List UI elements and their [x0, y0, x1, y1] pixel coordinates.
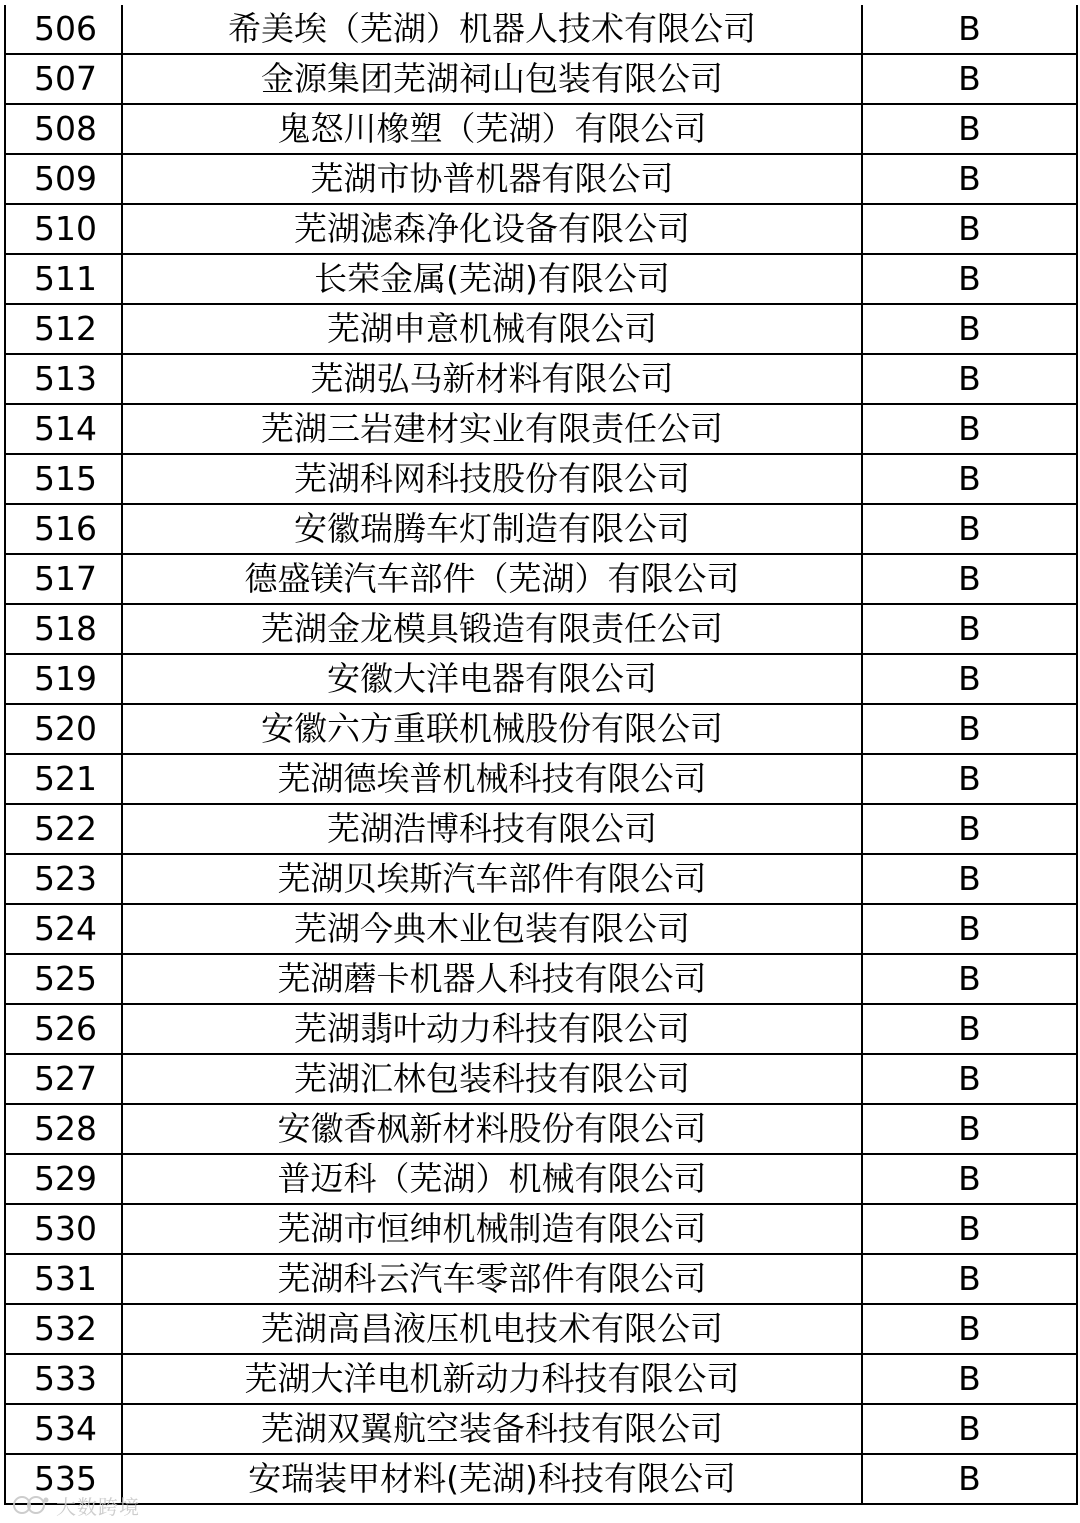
row-number-cell: 513 [5, 354, 122, 404]
row-number-cell: 518 [5, 604, 122, 654]
grade-cell: B [862, 1354, 1077, 1404]
row-number-cell: 517 [5, 554, 122, 604]
row-number-cell: 508 [5, 104, 122, 154]
grade-cell: B [862, 104, 1077, 154]
row-number-cell: 509 [5, 154, 122, 204]
row-number-cell: 510 [5, 204, 122, 254]
table-row [5, 1254, 1077, 1304]
table-row [5, 1404, 1077, 1454]
grade-cell: B [862, 754, 1077, 804]
row-number-cell: 532 [5, 1304, 122, 1354]
grade-cell: B [862, 454, 1077, 504]
row-number-cell: 530 [5, 1204, 122, 1254]
table-row [5, 1354, 1077, 1404]
company-name-cell: 芜湖今典木业包装有限公司 [122, 904, 862, 954]
table-row [5, 1454, 1077, 1504]
table-row [5, 1054, 1077, 1104]
company-name-cell: 芜湖弘马新材料有限公司 [122, 354, 862, 404]
company-name-cell: 希美埃（芜湖）机器人技术有限公司 [122, 5, 862, 54]
watermark [12, 1490, 140, 1520]
table-row [5, 1004, 1077, 1054]
company-name-cell: 芜湖大洋电机新动力科技有限公司 [122, 1354, 862, 1404]
table-row [5, 554, 1077, 604]
company-name-cell: 芜湖贝埃斯汽车部件有限公司 [122, 854, 862, 904]
company-name-cell: 安徽瑞腾车灯制造有限公司 [122, 504, 862, 554]
table-row [5, 5, 1077, 54]
row-number-cell: 520 [5, 704, 122, 754]
company-name-cell: 芜湖三岩建材实业有限责任公司 [122, 404, 862, 454]
grade-cell: B [862, 1004, 1077, 1054]
grade-cell: B [862, 1304, 1077, 1354]
company-name-cell: 安徽大洋电器有限公司 [122, 654, 862, 704]
table-row [5, 654, 1077, 704]
grade-cell: B [862, 5, 1077, 54]
table-row [5, 54, 1077, 104]
company-name-cell: 芜湖蘑卡机器人科技有限公司 [122, 954, 862, 1004]
table-row [5, 954, 1077, 1004]
table-row [5, 354, 1077, 404]
company-name-cell: 芜湖汇林包装科技有限公司 [122, 1054, 862, 1104]
grade-cell: B [862, 954, 1077, 1004]
row-number-cell: 525 [5, 954, 122, 1004]
table-row [5, 404, 1077, 454]
grade-cell: B [862, 554, 1077, 604]
company-name-cell: 芜湖浩博科技有限公司 [122, 804, 862, 854]
company-name-cell: 长荣金属(芜湖)有限公司 [122, 254, 862, 304]
grade-cell: B [862, 1254, 1077, 1304]
table-row [5, 704, 1077, 754]
watermark-text: 大数跨境 [56, 1494, 140, 1519]
row-number-cell: 528 [5, 1104, 122, 1154]
table-body [5, 5, 1077, 1504]
grade-cell: B [862, 1204, 1077, 1254]
table-row [5, 604, 1077, 654]
grade-cell: B [862, 1054, 1077, 1104]
table-row [5, 504, 1077, 554]
table-row [5, 154, 1077, 204]
grade-cell: B [862, 704, 1077, 754]
row-number-cell: 524 [5, 904, 122, 954]
grade-cell: B [862, 504, 1077, 554]
grade-cell: B [862, 154, 1077, 204]
company-name-cell: 芜湖金龙模具锻造有限责任公司 [122, 604, 862, 654]
table-row [5, 754, 1077, 804]
company-name-cell: 芜湖高昌液压机电技术有限公司 [122, 1304, 862, 1354]
row-number-cell: 535 [5, 1454, 122, 1504]
company-name-cell: 安徽香枫新材料股份有限公司 [122, 1104, 862, 1154]
grade-cell: B [862, 654, 1077, 704]
grade-cell: B [862, 54, 1077, 104]
row-number-cell: 516 [5, 504, 122, 554]
row-number-cell: 519 [5, 654, 122, 704]
table-row [5, 454, 1077, 504]
row-number-cell: 521 [5, 754, 122, 804]
company-name-cell: 普迈科（芜湖）机械有限公司 [122, 1154, 862, 1204]
row-number-cell: 526 [5, 1004, 122, 1054]
grade-cell: B [862, 354, 1077, 404]
row-number-cell: 527 [5, 1054, 122, 1104]
grade-cell: B [862, 254, 1077, 304]
company-name-cell: 芜湖市协普机器有限公司 [122, 154, 862, 204]
grade-cell: B [862, 1404, 1077, 1454]
table-row [5, 104, 1077, 154]
company-name-cell: 金源集团芜湖祠山包装有限公司 [122, 54, 862, 104]
table-row [5, 304, 1077, 354]
row-number-cell: 522 [5, 804, 122, 854]
grade-cell: B [862, 604, 1077, 654]
grade-cell: B [862, 1454, 1077, 1504]
row-number-cell: 523 [5, 854, 122, 904]
table-row [5, 204, 1077, 254]
company-name-cell: 芜湖科云汽车零部件有限公司 [122, 1254, 862, 1304]
company-name-cell: 芜湖翡叶动力科技有限公司 [122, 1004, 862, 1054]
company-name-cell: 芜湖市恒绅机械制造有限公司 [122, 1204, 862, 1254]
row-number-cell: 506 [5, 5, 122, 54]
row-number-cell: 533 [5, 1354, 122, 1404]
grade-cell: B [862, 904, 1077, 954]
company-name-cell: 芜湖双翼航空装备科技有限公司 [122, 1404, 862, 1454]
grade-cell: B [862, 854, 1077, 904]
row-number-cell: 514 [5, 404, 122, 454]
company-name-cell: 芜湖德埃普机械科技有限公司 [122, 754, 862, 804]
table-row [5, 854, 1077, 904]
row-number-cell: 529 [5, 1154, 122, 1204]
company-name-cell: 鬼怒川橡塑（芜湖）有限公司 [122, 104, 862, 154]
company-name-cell: 安瑞装甲材料(芜湖)科技有限公司 [122, 1454, 862, 1504]
row-number-cell: 511 [5, 254, 122, 304]
grade-cell: B [862, 1104, 1077, 1154]
row-number-cell: 531 [5, 1254, 122, 1304]
company-name-cell: 芜湖科网科技股份有限公司 [122, 454, 862, 504]
table-row [5, 1304, 1077, 1354]
table-row [5, 1104, 1077, 1154]
company-grade-table [4, 5, 1078, 1505]
company-name-cell: 芜湖滤森净化设备有限公司 [122, 204, 862, 254]
grade-cell: B [862, 304, 1077, 354]
row-number-cell: 512 [5, 304, 122, 354]
table-row [5, 1154, 1077, 1204]
table-row [5, 1204, 1077, 1254]
table-row [5, 804, 1077, 854]
company-name-cell: 芜湖申意机械有限公司 [122, 304, 862, 354]
company-name-cell: 安徽六方重联机械股份有限公司 [122, 704, 862, 754]
row-number-cell: 515 [5, 454, 122, 504]
watermark-logo-icon [12, 1494, 50, 1516]
table-row [5, 254, 1077, 304]
grade-cell: B [862, 804, 1077, 854]
company-name-cell: 德盛镁汽车部件（芜湖）有限公司 [122, 554, 862, 604]
table-row [5, 904, 1077, 954]
row-number-cell: 534 [5, 1404, 122, 1454]
grade-cell: B [862, 1154, 1077, 1204]
grade-cell: B [862, 204, 1077, 254]
grade-cell: B [862, 404, 1077, 454]
row-number-cell: 507 [5, 54, 122, 104]
